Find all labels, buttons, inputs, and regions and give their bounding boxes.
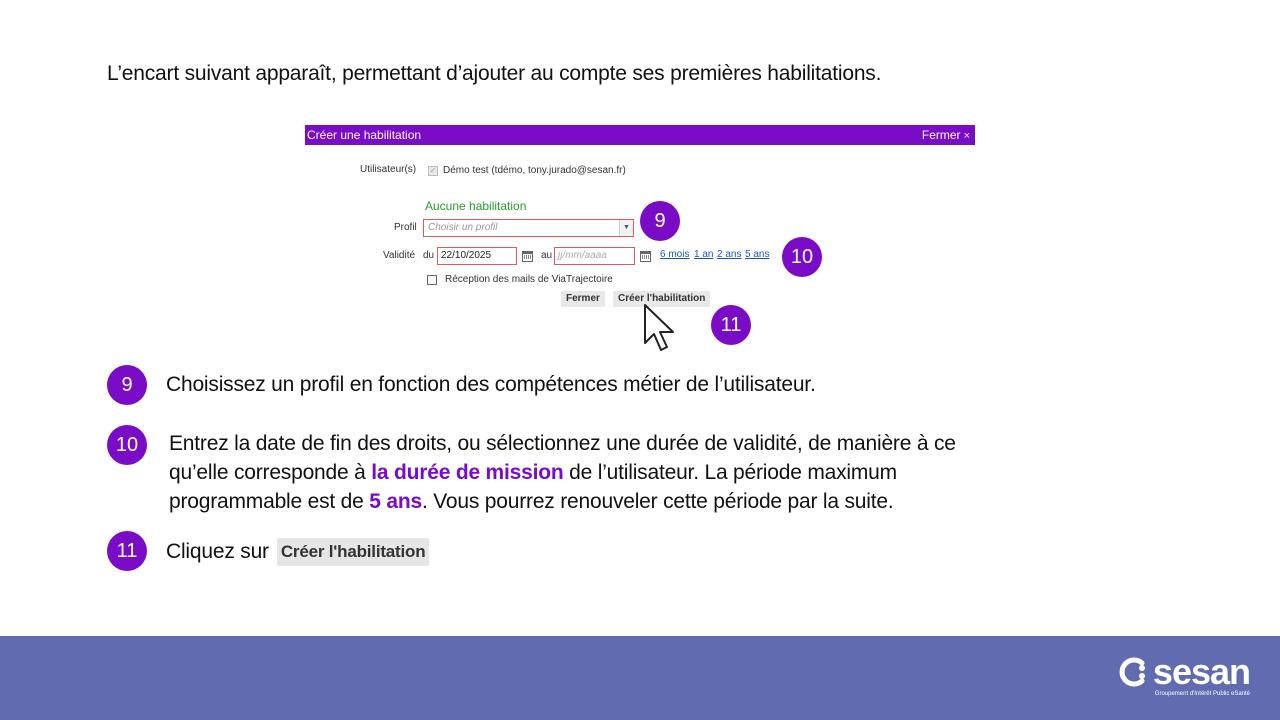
callout-validity-badge: 10	[782, 237, 822, 277]
dialog-header	[305, 125, 975, 145]
validity-label: Validité	[383, 250, 416, 261]
sesan-logo-icon	[1115, 655, 1149, 689]
logo-main	[1115, 651, 1250, 692]
create-habilitation-dialog	[305, 125, 975, 347]
to-date-input[interactable]: jj/mm/aaaa	[554, 247, 635, 265]
sesan-logo	[1115, 651, 1250, 697]
duration-1-year-link[interactable]: 1 an	[694, 249, 714, 260]
calendar-icon[interactable]	[522, 251, 533, 262]
step-10-badge: 10	[107, 425, 147, 465]
close-icon: ×	[963, 130, 970, 142]
step-10-text	[169, 429, 956, 516]
step-10-text-e: . Vous pourrez renouveler cette période par la suite.	[421, 490, 894, 513]
profile-placeholder: Choisir un profil	[428, 222, 498, 233]
footer-band	[0, 636, 1280, 720]
dialog-create-button[interactable]: Créer l'habilitation	[613, 291, 710, 307]
step-9-text: Choisissez un profil en fonction des compétences métier de l’utilisateur.	[166, 373, 816, 396]
step-9-badge: 9	[107, 365, 147, 405]
duration-2-years-link[interactable]: 2 ans	[717, 249, 742, 260]
dialog-title: Créer une habilitation	[307, 128, 422, 142]
mail-option-row	[427, 274, 613, 285]
checkbox-icon: ✓	[429, 165, 437, 175]
mouse-pointer-icon	[643, 303, 681, 353]
step-10-line-3	[169, 487, 956, 516]
user-value: Démo test (tdémo, tony.jurado@sesan.fr)	[443, 165, 626, 176]
to-label: au	[541, 250, 553, 261]
duration-5-years-link[interactable]: 5 ans	[745, 249, 770, 260]
step-11-label: Cliquez sur	[166, 540, 269, 563]
callout-create-badge: 11	[711, 305, 751, 345]
logo-tagline: Groupement d'Intérêt Public eSanté	[1154, 691, 1250, 697]
logo-text: sesan	[1152, 651, 1250, 692]
from-label: du	[423, 250, 435, 261]
callout-profile-badge: 9	[640, 201, 680, 241]
step-10-text-d: programmable est de	[169, 490, 370, 513]
step-10-line-1: Entrez la date de fin des droits, ou sélectionnez une durée de validité, de manière à ce	[169, 432, 956, 455]
step-11-badge: 11	[107, 531, 147, 571]
mail-checkbox[interactable]	[427, 275, 437, 285]
dialog-close-label: Fermer	[921, 128, 961, 142]
user-row	[428, 165, 626, 176]
step-10-text-c: de l’utilisateur. La période maximum	[563, 461, 897, 484]
dialog-cancel-button[interactable]: Fermer	[561, 291, 605, 307]
mission-duration-highlight: la durée de mission	[371, 461, 564, 484]
dialog-close-button[interactable]	[922, 128, 970, 142]
profile-select[interactable]	[423, 219, 634, 237]
users-label: Utilisateur(s)	[360, 164, 417, 175]
duration-6-months-link[interactable]: 6 mois	[660, 249, 690, 260]
mail-option-label: Réception des mails de ViaTrajectoire	[445, 274, 613, 285]
from-date-input[interactable]: 22/10/2025	[437, 247, 517, 265]
profile-label: Profil	[394, 222, 417, 233]
step-10-line-2	[169, 458, 956, 487]
step-11-text	[166, 537, 429, 566]
dropdown-arrow-icon[interactable]: ▼	[619, 220, 633, 236]
step-10-text-b: qu’elle corresponde à	[169, 461, 372, 484]
five-years-highlight: 5 ans	[369, 490, 422, 513]
intro-text: L’encart suivant apparaît, permettant d’ajouter au compte ses premières habilitations.	[107, 62, 882, 85]
no-habilitation-text: Aucune habilitation	[425, 199, 527, 213]
calendar-icon[interactable]	[640, 251, 651, 262]
create-habilitation-button-image: Créer l'habilitation	[277, 538, 430, 566]
